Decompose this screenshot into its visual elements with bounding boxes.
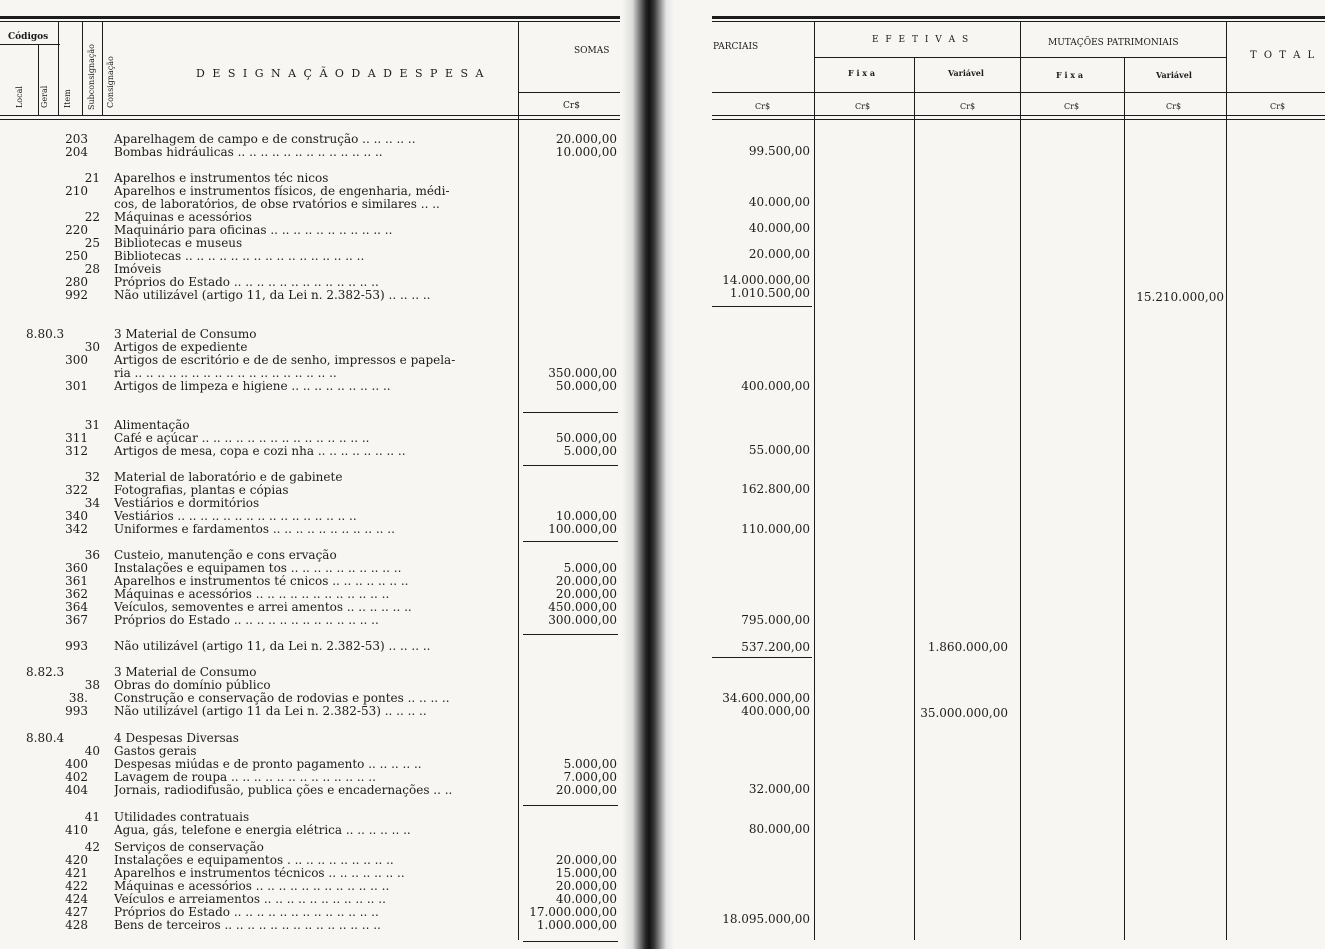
col-divider xyxy=(1020,22,1021,940)
row-code: 8.80.3 xyxy=(26,327,65,341)
header-bottom-rule-right xyxy=(712,115,1325,116)
expense-row xyxy=(0,906,620,919)
row-code: 421 xyxy=(65,866,88,880)
expense-row xyxy=(0,841,620,854)
row-description: Imóveis xyxy=(114,263,162,276)
row-description: Artigos de mesa, copa e cozi nha .. .. .. .. .. .. .. .. xyxy=(114,445,406,458)
row-description: 4 Despesas Diversas xyxy=(114,732,239,745)
row-code: 40 xyxy=(84,744,100,758)
row-description: Bens de terceiros .. .. .. .. .. .. .. .. .. .. .. .. .. .. xyxy=(114,919,381,932)
row-code: 28 xyxy=(84,262,100,276)
variavel-header: Variável xyxy=(948,68,984,78)
row-description: Despesas miúdas e de pronto pagamento .. .. .. .. .. xyxy=(114,758,422,771)
expense-row xyxy=(0,289,620,302)
row-somas: 5.000,00 xyxy=(563,757,617,771)
expense-row xyxy=(0,471,620,484)
fixa-currency: Cr$ xyxy=(855,102,871,111)
row-somas: 300.000,00 xyxy=(548,613,617,627)
row-code: 993 xyxy=(65,704,88,718)
row-code: 34 xyxy=(84,496,100,510)
row-description: Maquinário para oficinas .. .. .. .. .. .. .. .. .. .. .. xyxy=(114,224,393,237)
expense-row xyxy=(0,432,620,445)
row-code: 427 xyxy=(65,905,88,919)
row-description: Material de laboratório e de gabinete xyxy=(114,471,343,484)
parciais-value: 40.000,00 xyxy=(748,195,810,209)
row-somas: 100.000,00 xyxy=(548,522,617,536)
row-somas: 20.000,00 xyxy=(555,587,617,601)
book-gutter xyxy=(622,0,674,949)
expense-row xyxy=(0,854,620,867)
expense-row xyxy=(0,185,620,198)
row-code: 204 xyxy=(65,145,88,159)
expense-row xyxy=(0,354,620,367)
row-description: Café e açúcar .. .. .. .. .. .. .. .. .. .. .. .. .. .. .. xyxy=(114,432,370,445)
row-code: 311 xyxy=(65,431,88,445)
row-description: Instalações e equipamen tos .. .. .. .. .. .. .. .. .. .. xyxy=(114,562,402,575)
row-somas: 7.000,00 xyxy=(563,770,617,784)
row-somas: 1.000.000,00 xyxy=(536,918,617,932)
row-description: Próprios do Estado .. .. .. .. .. .. .. .. .. .. .. .. .. xyxy=(114,906,379,919)
item-label: Item xyxy=(63,89,72,108)
geral-label: Geral xyxy=(40,85,49,108)
parciais-rule xyxy=(712,306,812,307)
sum-rule xyxy=(523,412,618,413)
row-code: 220 xyxy=(65,223,88,237)
expense-row xyxy=(0,867,620,880)
row-code: 250 xyxy=(65,249,88,263)
row-code: 22 xyxy=(84,210,100,224)
expense-row xyxy=(0,549,620,562)
codigos-label: Códigos xyxy=(8,32,49,42)
row-somas: 5.000,00 xyxy=(563,561,617,575)
total-currency: Cr$ xyxy=(1270,102,1286,111)
row-description: Obras do domínio público xyxy=(114,679,271,692)
row-somas: 20.000,00 xyxy=(555,132,617,146)
expense-row xyxy=(0,523,620,536)
row-description: Aparelhos e instrumentos téc nicos xyxy=(114,172,329,185)
mutacoes-header: MUTAÇÕES PATRIMONIAIS xyxy=(1048,38,1179,48)
col-divider xyxy=(1226,22,1227,940)
row-somas: 17.000.000,00 xyxy=(529,905,617,919)
row-code: 420 xyxy=(65,853,88,867)
somas-header: SOMAS xyxy=(574,46,610,56)
row-code: 362 xyxy=(65,587,88,601)
row-description: Artigos de limpeza e higiene .. .. .. .. .. .. .. .. .. xyxy=(114,380,391,393)
somas-currency: Cr$ xyxy=(563,101,580,111)
row-code: 364 xyxy=(65,600,88,614)
row-description: Aparelhos e instrumentos té cnicos .. .. .. .. .. .. .. xyxy=(114,575,409,588)
row-code: 422 xyxy=(65,879,88,893)
row-description: Artigos de escritório e de de senho, impressos e papela- xyxy=(114,354,456,367)
expense-row xyxy=(0,367,620,380)
expense-row xyxy=(0,640,620,653)
mutacoes-variavel-value: 15.210.000,00 xyxy=(1136,290,1224,304)
row-description: Próprios do Estado .. .. .. .. .. .. .. .. .. .. .. .. .. xyxy=(114,614,379,627)
row-description: ria .. .. .. .. .. .. .. .. .. .. .. .. .. .. .. .. .. .. xyxy=(114,367,337,380)
row-description: Bibliotecas .. .. .. .. .. .. .. .. .. .. .. .. .. .. .. .. xyxy=(114,250,365,263)
efetiva-variavel-value: 1.860.000,00 xyxy=(927,640,1008,654)
top-rule-thin xyxy=(0,21,620,22)
row-code: 203 xyxy=(65,132,88,146)
parciais-value: 795.000,00 xyxy=(741,613,810,627)
row-code: 8.82.3 xyxy=(26,665,65,679)
row-code: 360 xyxy=(65,561,88,575)
variavel-mut-header: Variável xyxy=(1156,70,1192,80)
currency-rule xyxy=(712,92,1325,93)
row-somas: 50.000,00 xyxy=(555,431,617,445)
expense-row xyxy=(0,919,620,932)
row-description: 3 Material de Consumo xyxy=(114,328,257,341)
expense-row xyxy=(0,811,620,824)
row-description: Artigos de expediente xyxy=(114,341,248,354)
row-description: Máquinas e acessórios .. .. .. .. .. .. .. .. .. .. .. .. xyxy=(114,880,390,893)
row-description: Utilidades contratuais xyxy=(114,811,250,824)
row-code: 42 xyxy=(84,840,100,854)
row-code: 404 xyxy=(65,783,88,797)
codigos-rule xyxy=(0,44,60,45)
parciais-value: 110.000,00 xyxy=(741,522,810,536)
fixa-mut-currency: Cr$ xyxy=(1064,102,1080,111)
col-divider xyxy=(102,22,103,115)
total-header: T O T A L xyxy=(1250,50,1317,61)
row-description: Construção e conservação de rodovias e pontes .. .. .. .. xyxy=(114,692,450,705)
expense-row xyxy=(0,575,620,588)
row-code: 322 xyxy=(65,483,88,497)
top-rule-right-thin xyxy=(712,21,1325,22)
col-divider xyxy=(814,22,815,940)
row-code: 428 xyxy=(65,918,88,932)
parciais-header: PARCIAIS xyxy=(713,42,759,52)
expense-row xyxy=(0,133,620,146)
row-code: 25 xyxy=(84,236,100,250)
row-code: 992 xyxy=(65,288,88,302)
col-divider xyxy=(38,44,39,115)
row-description: Bombas hidráulicas .. .. .. .. .. .. .. .. .. .. .. .. .. xyxy=(114,146,383,159)
expense-row xyxy=(0,784,620,797)
subconsignacao-label: Subconsignação xyxy=(87,44,96,110)
row-code: 400 xyxy=(65,757,88,771)
sum-rule xyxy=(523,541,618,542)
parciais-value: 80.000,00 xyxy=(748,822,810,836)
row-somas: 5.000,00 xyxy=(563,444,617,458)
header-bottom-rule-right-2 xyxy=(712,119,1325,120)
row-description: Não utilizável (artigo 11, da Lei n. 2.382-53) .. .. .. .. xyxy=(114,640,431,653)
parciais-value: 400.000,00 xyxy=(741,379,810,393)
parciais-value: 34.600.000,00 xyxy=(722,691,810,705)
parciais-value: 14.000.000,00 xyxy=(722,273,810,287)
row-somas: 20.000,00 xyxy=(555,853,617,867)
row-code: 402 xyxy=(65,770,88,784)
row-somas: 20.000,00 xyxy=(555,879,617,893)
row-somas: 450.000,00 xyxy=(548,600,617,614)
row-code: 410 xyxy=(65,823,88,837)
local-label: Local xyxy=(15,86,24,108)
row-description: Bibliotecas e museus xyxy=(114,237,243,250)
row-somas: 20.000,00 xyxy=(555,574,617,588)
expense-row xyxy=(0,211,620,224)
row-description: Gastos gerais xyxy=(114,745,197,758)
header-bottom-rule-2 xyxy=(0,119,620,120)
efetiva-variavel-value: 35.000.000,00 xyxy=(920,706,1008,720)
expense-row xyxy=(0,745,620,758)
expense-row xyxy=(0,263,620,276)
expense-row xyxy=(0,562,620,575)
expense-row xyxy=(0,601,620,614)
row-code: 361 xyxy=(65,574,88,588)
variavel-mut-currency: Cr$ xyxy=(1166,102,1182,111)
row-code: 31 xyxy=(84,418,100,432)
expense-row xyxy=(0,824,620,837)
col-divider xyxy=(914,58,915,940)
row-description: Aparelhagem de campo e de construção .. .. .. .. .. xyxy=(114,133,416,146)
row-description: Aparelhos e instrumentos físicos, de engenharia, médi- xyxy=(114,185,450,198)
expense-row xyxy=(0,880,620,893)
parciais-value: 32.000,00 xyxy=(748,782,810,796)
subheader-rule xyxy=(814,57,1226,58)
somas-rule xyxy=(518,92,620,93)
parciais-value: 18.095.000,00 xyxy=(722,912,810,926)
row-somas: 15.000,00 xyxy=(555,866,617,880)
header-bottom-rule xyxy=(0,115,620,116)
parciais-value: 1.010.500,00 xyxy=(729,286,810,300)
parciais-value: 162.800,00 xyxy=(741,482,810,496)
parciais-value: 99.500,00 xyxy=(748,144,810,158)
row-description: Lavagem de roupa .. .. .. .. .. .. .. .. .. .. .. .. .. xyxy=(114,771,376,784)
row-code: 32 xyxy=(84,470,100,484)
expense-row xyxy=(0,705,620,718)
sum-rule xyxy=(523,805,618,806)
sum-rule xyxy=(523,634,618,635)
row-code: 30 xyxy=(84,340,100,354)
row-description: Máquinas e acessórios xyxy=(114,211,252,224)
efetivas-header: E F E T I V A S xyxy=(872,35,971,45)
row-description: Instalações e equipamentos . .. .. .. .. .. .. .. .. .. xyxy=(114,854,394,867)
row-description: Próprios do Estado .. .. .. .. .. .. .. .. .. .. .. .. .. xyxy=(114,276,379,289)
row-code: 38. xyxy=(68,691,88,705)
expense-row xyxy=(0,497,620,510)
row-somas: 20.000,00 xyxy=(555,783,617,797)
parciais-rule xyxy=(712,657,812,658)
row-code: 342 xyxy=(65,522,88,536)
row-code: 21 xyxy=(84,171,100,185)
row-code: 36 xyxy=(84,548,100,562)
expense-row xyxy=(0,893,620,906)
row-description: Alimentação xyxy=(114,419,190,432)
row-description: Fotografias, plantas e cópias xyxy=(114,484,289,497)
row-description: Vestiários e dormitórios xyxy=(114,497,260,510)
row-code: 280 xyxy=(65,275,88,289)
row-description: Uniformes e fardamentos .. .. .. .. .. .. .. .. .. .. .. xyxy=(114,523,395,536)
row-code: 8.80.4 xyxy=(26,731,65,745)
row-description: Custeio, manutenção e cons ervação xyxy=(114,549,337,562)
row-description: Veículos, semoventes e arrei amentos .. .. .. .. .. .. xyxy=(114,601,412,614)
row-code: 38 xyxy=(84,678,100,692)
row-code: 424 xyxy=(65,892,88,906)
row-description: Aparelhos e instrumentos técnicos .. .. .. .. .. .. .. xyxy=(114,867,405,880)
expense-row xyxy=(0,614,620,627)
expense-row xyxy=(0,510,620,523)
row-code: 301 xyxy=(65,379,88,393)
row-code: 367 xyxy=(65,613,88,627)
expense-row xyxy=(0,445,620,458)
row-somas: 50.000,00 xyxy=(555,379,617,393)
expense-row xyxy=(0,419,620,432)
fixa-mut-header: F i x a xyxy=(1056,70,1084,80)
sum-rule xyxy=(523,465,618,466)
row-description: Vestiários .. .. .. .. .. .. .. .. .. .. .. .. .. .. .. .. xyxy=(114,510,357,523)
row-code: 210 xyxy=(65,184,88,198)
row-description: Não utilizável (artigo 11, da Lei n. 2.382-53) .. .. .. .. xyxy=(114,289,431,302)
top-rule-right xyxy=(712,16,1325,19)
expense-row xyxy=(0,771,620,784)
row-somas: 10.000,00 xyxy=(555,145,617,159)
row-code: 41 xyxy=(84,810,100,824)
col-divider xyxy=(82,22,83,115)
row-description: cos, de laboratórios, de obse rvatórios e similares .. .. xyxy=(114,198,440,211)
row-code: 300 xyxy=(65,353,88,367)
row-somas: 10.000,00 xyxy=(555,509,617,523)
expense-row xyxy=(0,276,620,289)
row-description: 3 Material de Consumo xyxy=(114,666,257,679)
row-description: Jornais, radiodifusão, publica ções e encadernações .. .. xyxy=(114,784,453,797)
row-code: 312 xyxy=(65,444,88,458)
expense-row xyxy=(0,146,620,159)
parciais-value: 20.000,00 xyxy=(748,247,810,261)
parciais-value: 400.000,00 xyxy=(741,704,810,718)
variavel-currency: Cr$ xyxy=(960,102,976,111)
row-description: Serviços de conservação xyxy=(114,841,264,854)
expense-row xyxy=(0,172,620,185)
row-description: Máquinas e acessórios .. .. .. .. .. .. .. .. .. .. .. .. xyxy=(114,588,390,601)
col-divider xyxy=(58,22,59,115)
expense-row xyxy=(0,758,620,771)
expense-row xyxy=(0,380,620,393)
parciais-value: 55.000,00 xyxy=(748,443,810,457)
row-code: 340 xyxy=(65,509,88,523)
designacao-header: D E S I G N A Ç Ã O D A D E S P E S A xyxy=(196,67,486,80)
expense-row xyxy=(0,237,620,250)
row-description: Água, gás, telefone e energia elétrica .. .. .. .. .. .. xyxy=(114,824,411,837)
row-description: Veículos e arreiamentos .. .. .. .. .. .. .. .. .. .. .. xyxy=(114,893,386,906)
col-divider xyxy=(1124,58,1125,940)
parciais-value: 537.200,00 xyxy=(741,640,810,654)
sum-rule xyxy=(523,941,618,942)
row-description: Não utilizável (artigo 11 da Lei n. 2.382-53) .. .. .. .. xyxy=(114,705,427,718)
consignacao-label: Consignação xyxy=(106,56,115,108)
top-rule xyxy=(0,16,620,19)
expense-row xyxy=(0,692,620,705)
parciais-currency: Cr$ xyxy=(755,102,771,111)
expense-row xyxy=(0,679,620,692)
expense-row xyxy=(0,588,620,601)
row-somas: 40.000,00 xyxy=(555,892,617,906)
fixa-header: F i x a xyxy=(848,68,876,78)
row-somas: 350.000,00 xyxy=(548,366,617,380)
expense-row xyxy=(0,341,620,354)
row-code: 993 xyxy=(65,639,88,653)
parciais-value: 40.000,00 xyxy=(748,221,810,235)
